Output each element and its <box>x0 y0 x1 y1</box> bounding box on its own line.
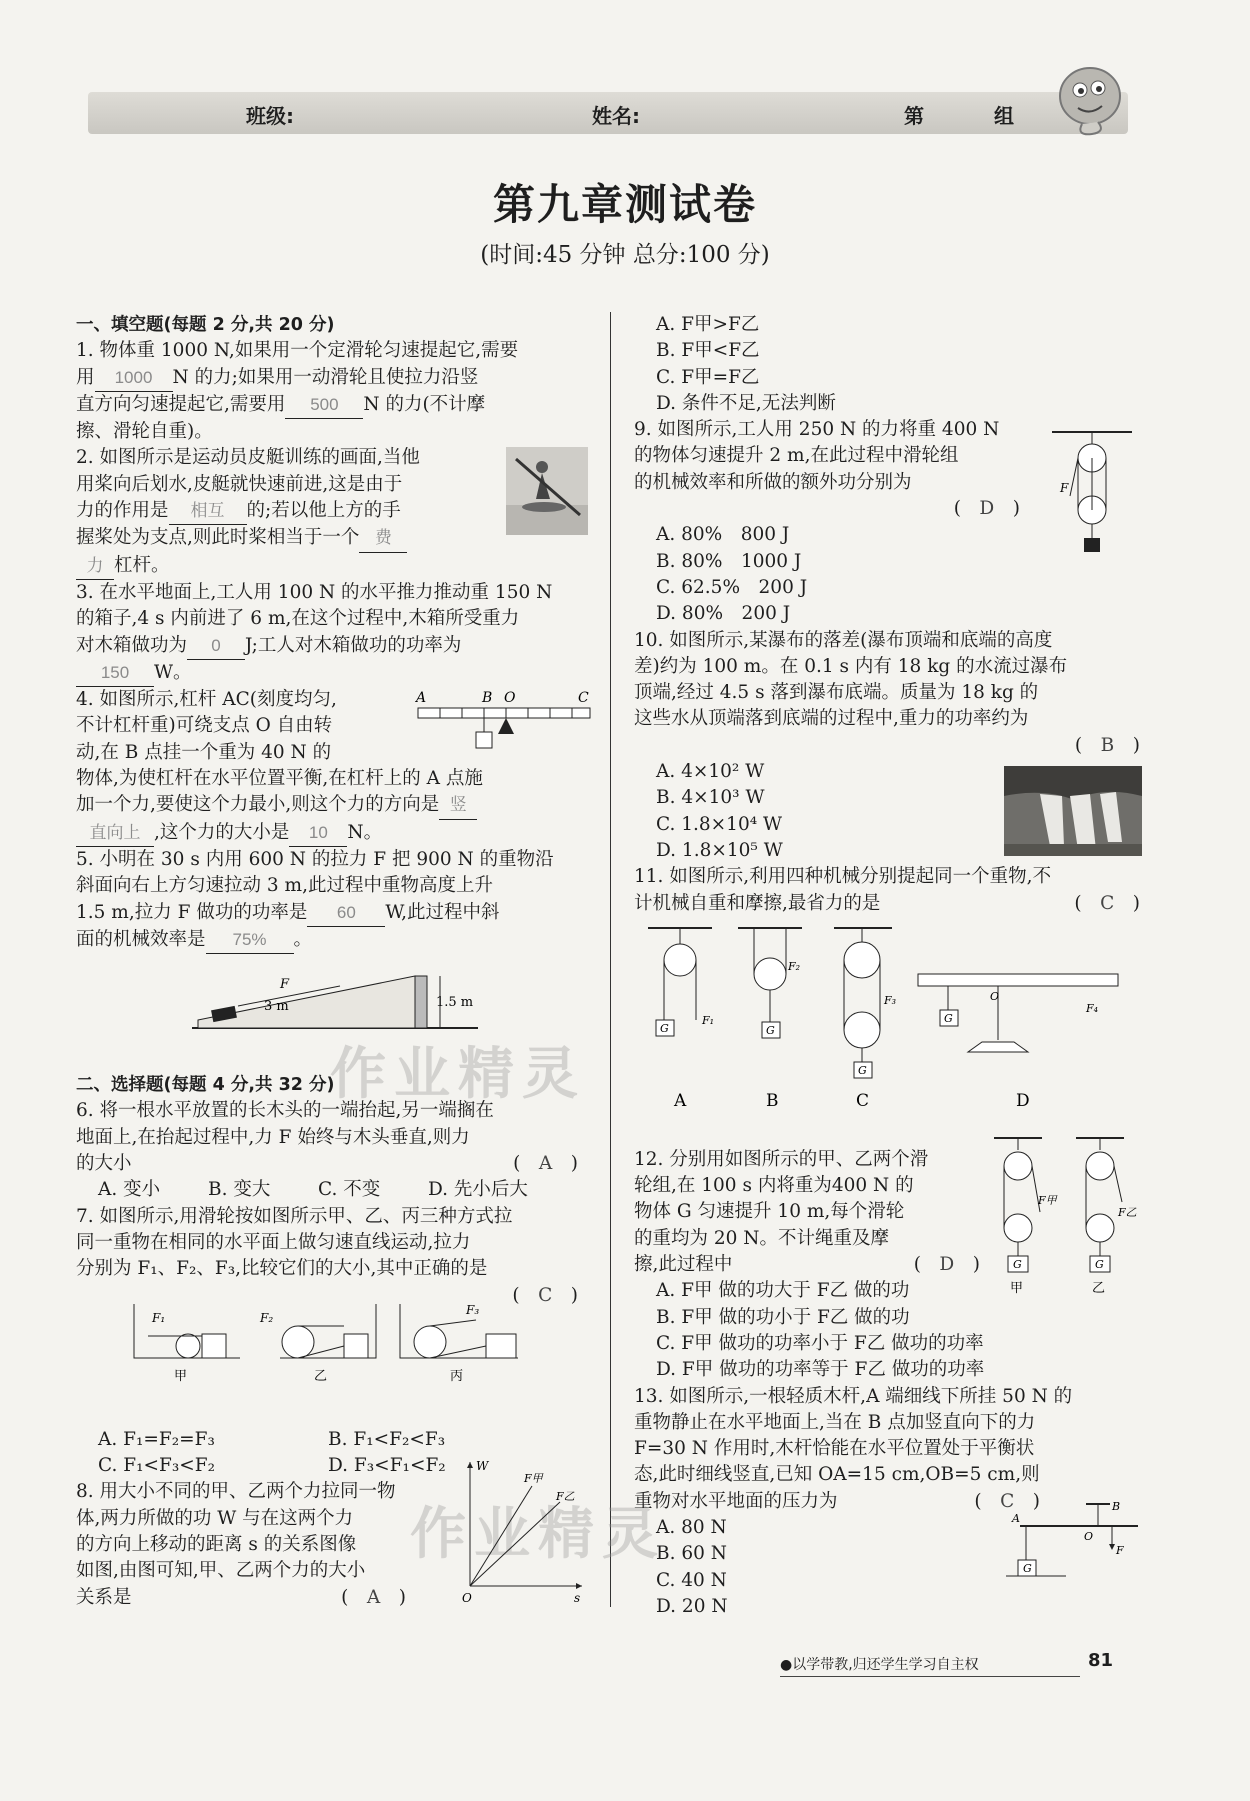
svg-text:1.5 m: 1.5 m <box>436 995 474 1010</box>
q2-line: 力 杠杆。 <box>76 553 592 580</box>
answer-paren: ( C ) <box>974 1490 1040 1512</box>
svg-text:F乙: F乙 <box>556 1490 575 1503</box>
q9-option: D. 80% 200 J <box>656 603 791 625</box>
q10-line: 10. 如图所示,某瀑布的落差(瀑布顶端和底端的高度 <box>634 629 1053 651</box>
answer-blank: 直向上 <box>76 820 154 847</box>
svg-text:F₂: F₂ <box>788 960 801 973</box>
q12-option: C. F甲 做功的功率小于 F乙 做功的功率 <box>656 1332 984 1354</box>
svg-text:F₁: F₁ <box>152 1311 166 1325</box>
q8-option: A. F甲>F乙 <box>656 314 760 335</box>
q13-line: 重物对水平地面的压力为 ( C ) <box>634 1489 1054 1515</box>
svg-text:G: G <box>944 1012 953 1025</box>
kayak-photo <box>506 447 588 535</box>
q10-line <box>634 733 1154 759</box>
answer-paren: ( C ) <box>1074 892 1140 914</box>
q10-option: D. 1.8×10⁵ W <box>656 839 783 861</box>
svg-text:O: O <box>462 1591 472 1605</box>
footer-slogan: ●以学带教,归还学生学习自主权 <box>780 1657 979 1673</box>
answer-blank: 费 <box>359 525 407 552</box>
q7-line: 同一重物在相同的水平面上做匀速直线运动,拉力 <box>76 1231 471 1253</box>
waterfall-photo <box>1004 766 1142 856</box>
q12-line: 轮组,在 100 s 内将重为400 N 的 <box>634 1175 914 1197</box>
answer-paren: ( A ) <box>513 1153 578 1175</box>
q12-option: B. F甲 做的功小于 F乙 做的功 <box>656 1306 910 1328</box>
q9-line: 9. 如图所示,工人用 250 N 的力将重 400 N <box>634 419 1000 441</box>
q11-line: 11. 如图所示,利用四种机械分别提起同一个重物,不 <box>634 866 1052 888</box>
q8-line: 体,两力所做的功 W 与在这两个力 <box>76 1507 354 1529</box>
q7-line: 7. 如图所示,用滑轮按如图所示甲、乙、丙三种方式拉 <box>76 1205 513 1227</box>
q9-line: 的机械效率和所做的额外功分别为 <box>634 471 912 493</box>
q7-pulley-figures <box>130 1300 530 1386</box>
svg-text:乙: 乙 <box>314 1369 328 1384</box>
q10-line: 差)约为 100 m。在 0.1 s 内有 18 kg 的水流过瀑布 <box>634 655 1068 677</box>
q8-line: 8. 用大小不同的甲、乙两个力拉同一物 <box>76 1481 396 1503</box>
q4-line: 直向上 ,这个力的大小是 10 N。 <box>76 820 592 847</box>
section-heading: 一、填空题(每题 2 分,共 20 分) <box>76 315 335 335</box>
answer-paren: ( D ) <box>953 498 1020 520</box>
answer-blank: 0 <box>187 633 245 660</box>
q1-line: 直方向匀速提起它,需要用 500 N 的力(不计摩 <box>76 392 592 419</box>
q12-line: 擦,此过程中 ( D ) <box>634 1252 994 1278</box>
q10-option: C. 1.8×10⁴ W <box>656 813 783 835</box>
q9-option: A. 80% 800 J <box>656 524 790 546</box>
q5-line: 1.5 m,拉力 F 做功的功率是 60 W,此过程中斜 <box>76 900 592 927</box>
svg-text:G: G <box>1023 1562 1032 1575</box>
q4-line: 4. 如图所示,杠杆 AC(刻度均匀, <box>76 689 337 711</box>
incline-figure <box>190 948 480 1034</box>
page-number: 81 <box>1088 1650 1114 1671</box>
svg-text:O: O <box>1084 1530 1094 1543</box>
svg-text:F: F <box>280 977 290 992</box>
page-title: 第九章测试卷 <box>492 180 757 229</box>
watermark: 作业精灵 <box>330 1042 586 1107</box>
q6-line: 的大小 ( A ) <box>76 1151 592 1177</box>
name-label: 姓名: <box>592 104 640 128</box>
svg-text:F₂: F₂ <box>260 1311 274 1325</box>
watermark: 作业精灵 <box>410 1502 666 1567</box>
q12-pulley-figures <box>990 1132 1150 1304</box>
svg-text:G: G <box>1013 1258 1022 1271</box>
mascot-icon <box>1052 58 1128 140</box>
answer-paren: ( A ) <box>341 1586 406 1608</box>
q9-option: C. 62.5% 200 J <box>656 576 808 598</box>
svg-text:丙: 丙 <box>450 1369 464 1384</box>
svg-text:乙: 乙 <box>1092 1281 1106 1296</box>
q7-options: A. F₁=F₂=F₃ B. F₁<F₂<F₃ <box>98 1428 446 1450</box>
q4-line: 动,在 B 点挂一个重为 40 N 的 <box>76 741 332 763</box>
svg-text:O: O <box>504 690 516 706</box>
q5-line: 斜面向右上方匀速拉动 3 m,此过程中重物高度上升 <box>76 875 493 897</box>
section-heading: 二、选择题(每题 4 分,共 32 分) <box>76 1075 335 1096</box>
answer-blank: 60 <box>307 900 385 927</box>
q4-line: 加一个力,要使这个力最小,则这个力的方向是 竖 <box>76 792 592 819</box>
q1-line: 用 1000 N 的力;如果用一动滑轮且使拉力沿竖 <box>76 365 592 392</box>
q12-line: 物体 G 匀速提升 10 m,每个滑轮 <box>634 1201 905 1223</box>
q8-line: 如图,由图可知,甲、乙两个力的大小 <box>76 1560 366 1582</box>
q3-line: 150 W。 <box>76 660 592 687</box>
q10-line: 顶端,经过 4.5 s 落到瀑布底端。质量为 18 kg 的 <box>634 682 1039 704</box>
q11-machine-figures <box>638 920 1128 1110</box>
answer-paren: ( C ) <box>512 1284 578 1306</box>
q4-line: 不计杠杆重)可绕支点 O 自由转 <box>76 715 333 737</box>
svg-text:G: G <box>766 1024 775 1037</box>
svg-text:B: B <box>1112 1500 1121 1513</box>
q9-line: 的物体匀速提升 2 m,在此过程中滑轮组 <box>634 445 959 467</box>
svg-text:A: A <box>1012 1512 1020 1525</box>
q12-text <box>634 1147 994 1331</box>
svg-text:G: G <box>1095 1258 1104 1271</box>
svg-text:3 m: 3 m <box>264 999 289 1014</box>
q9-option: B. 80% 1000 J <box>656 550 802 572</box>
q9-pulley-figure <box>1052 428 1132 558</box>
answer-blank: 75% <box>206 927 294 954</box>
q9-text <box>634 417 1034 627</box>
svg-text:W: W <box>476 1459 489 1473</box>
q8-option: D. 条件不足,无法判断 <box>656 392 836 414</box>
group-label-1: 第 <box>904 104 924 128</box>
svg-text:甲: 甲 <box>174 1369 188 1384</box>
svg-text:s: s <box>574 1591 581 1605</box>
answer-blank: 150 <box>76 660 154 687</box>
q13-option: A. 80 N <box>656 1516 727 1538</box>
q13-line: 重物静止在水平地面上,当在 B 点加竖直向下的力 <box>634 1411 1036 1433</box>
svg-text:A: A <box>674 1091 687 1110</box>
svg-text:B: B <box>766 1091 779 1110</box>
q3-line: 对木箱做功为 0 J;工人对木箱做功的功率为 <box>76 633 592 660</box>
q4-line: 物体,为使杠杆在水平位置平衡,在杠杆上的 A 点施 <box>76 768 483 790</box>
answer-blank: 1000 <box>95 365 173 392</box>
q12-line: 的重均为 20 N。不计绳重及摩 <box>634 1227 889 1249</box>
svg-text:B: B <box>482 690 493 706</box>
answer-blank: 竖 <box>439 792 477 819</box>
column-divider <box>610 312 611 1607</box>
svg-text:甲: 甲 <box>1010 1281 1024 1296</box>
q6-options: A. 变小 B. 变大 C. 不变 D. 先小后大 <box>98 1179 528 1201</box>
svg-text:F甲: F甲 <box>524 1472 543 1485</box>
answer-paren: ( D ) <box>913 1254 980 1276</box>
q3-line: 3. 在水平地面上,工人用 100 N 的水平推力推动重 150 N <box>76 581 553 603</box>
svg-text:A: A <box>416 690 427 706</box>
q10-option: A. 4×10² W <box>656 761 765 783</box>
q13-line: F=30 N 作用时,木杆恰能在水平位置处于平衡状 <box>634 1438 1035 1460</box>
q3-line: 的箱子,4 s 内前进了 6 m,在这个过程中,木箱所受重力 <box>76 608 520 630</box>
q10-option: B. 4×10³ W <box>656 787 765 809</box>
svg-text:F₃: F₃ <box>884 994 897 1007</box>
svg-text:O: O <box>990 990 1000 1003</box>
svg-text:G: G <box>660 1022 669 1035</box>
q2-line: 用桨向后划水,皮艇就快速前进,这是由于 <box>76 473 403 495</box>
q6-line: 6. 将一根水平放置的长木头的一端抬起,另一端搁在 <box>76 1100 494 1122</box>
q13-option: B. 60 N <box>656 1543 727 1565</box>
q12-option: A. F甲 做的功大于 F乙 做的功 <box>656 1280 910 1302</box>
answer-blank: 500 <box>285 392 363 419</box>
q13-option: D. 20 N <box>656 1595 728 1617</box>
q13-line: 13. 如图所示,一根轻质木杆,A 端细线下所挂 50 N 的 <box>634 1385 1073 1407</box>
svg-text:C: C <box>578 690 589 706</box>
q11-line: 计机械自重和摩擦,最省力的是 ( C ) <box>634 891 1154 917</box>
q8-text <box>76 1479 406 1610</box>
q8-w-s-graph <box>458 1456 588 1606</box>
answer-blank: 10 <box>289 820 347 847</box>
class-label: 班级: <box>246 104 294 128</box>
svg-text:D: D <box>1016 1091 1030 1110</box>
q7-options: C. F₁<F₃<F₂ D. F₃<F₁<F₂ <box>98 1455 446 1477</box>
svg-text:F₄: F₄ <box>1086 1002 1099 1015</box>
answer-paren: ( B ) <box>1074 734 1140 756</box>
q13-line: 态,此时细线竖直,已知 OA=15 cm,OB=5 cm,则 <box>634 1464 1040 1486</box>
q8-line: 关系是 ( A ) <box>76 1585 406 1611</box>
q2-line: 2. 如图所示是运动员皮艇训练的画面,当他 <box>76 447 420 469</box>
svg-text:F: F <box>1116 1544 1124 1557</box>
svg-text:F乙: F乙 <box>1118 1206 1137 1219</box>
q1-line: 1. 物体重 1000 N,如果用一个定滑轮匀速提起它,需要 <box>76 340 519 362</box>
page-subtitle: (时间:45 分钟 总分:100 分) <box>480 242 770 268</box>
group-label-2: 组 <box>994 104 1014 128</box>
q8-option: B. F甲<F乙 <box>656 340 760 362</box>
footer-rule <box>780 1676 1080 1677</box>
q12-option: D. F甲 做功的功率等于 F乙 做功的功率 <box>656 1359 985 1381</box>
svg-text:F甲: F甲 <box>1038 1194 1057 1207</box>
q13-option: C. 40 N <box>656 1569 727 1591</box>
q13-text <box>634 1489 1054 1620</box>
svg-text:F₁: F₁ <box>702 1014 715 1027</box>
q1-line: 擦、滑轮自重)。 <box>76 421 213 443</box>
lever-figure <box>414 690 596 770</box>
svg-text:G: G <box>858 1064 867 1077</box>
q13-lever-figure <box>1006 1498 1146 1598</box>
q6-line: 地面上,在抬起过程中,力 F 始终与木头垂直,则力 <box>76 1126 470 1148</box>
q5-line: 面的机械效率是 75% 。 <box>76 927 592 954</box>
svg-text:F: F <box>1060 481 1069 495</box>
q10-line: 这些水从顶端落到底端的过程中,重力的功率约为 <box>634 708 1029 730</box>
answer-blank: 相互 <box>169 498 247 525</box>
q9-line <box>634 496 1034 522</box>
q2-line: 握桨处为支点,则此时桨相当于一个 费 <box>76 525 592 552</box>
answer-blank: 力 <box>76 553 114 580</box>
svg-text:F₃: F₃ <box>466 1303 480 1317</box>
q2-line: 力的作用是 相互 的;若以他上方的手 <box>76 498 592 525</box>
q12-line: 12. 分别用如图所示的甲、乙两个滑 <box>634 1148 929 1170</box>
q8-line: 的方向上移动的距离 s 的关系图像 <box>76 1533 357 1555</box>
q8-option: C. F甲=F乙 <box>656 366 760 388</box>
q7-line: 分别为 F₁、F₂、F₃,比较它们的大小,其中正确的是 <box>76 1258 488 1280</box>
svg-text:C: C <box>856 1091 870 1110</box>
q5-line: 5. 小明在 30 s 内用 600 N 的拉力 F 把 900 N 的重物沿 <box>76 848 554 870</box>
